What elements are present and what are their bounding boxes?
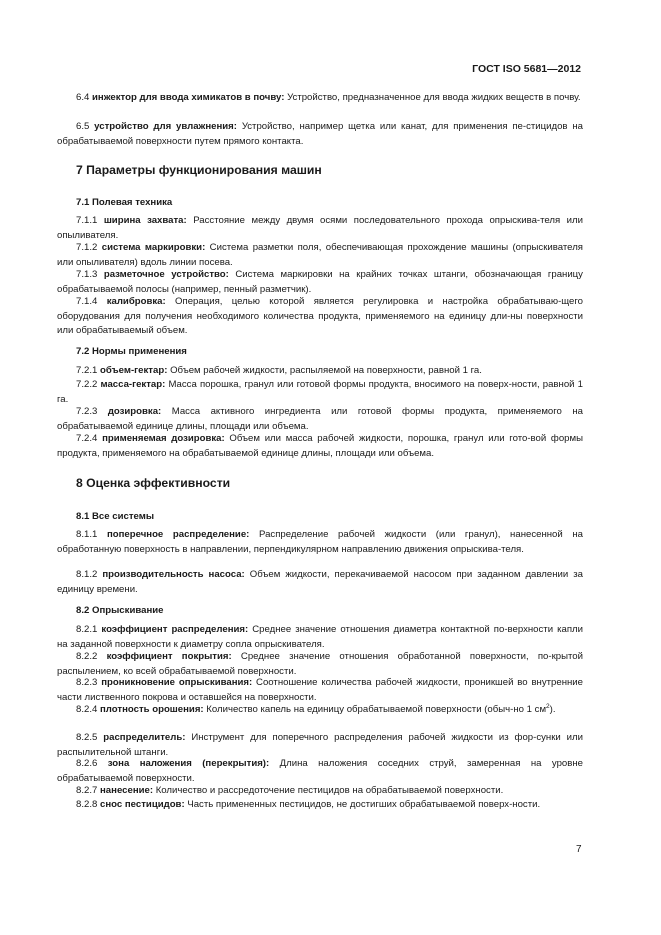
clause-7-2-1 <box>57 364 583 379</box>
clause-number: 8.2.7 <box>76 785 98 796</box>
clause-term: коэффициент покрытия: <box>106 651 232 662</box>
clause-8-1-2 <box>57 568 583 597</box>
clause-term: плотность орошения: <box>100 704 204 715</box>
clause-text: Объем или масса рабочей жидкости, порошка, гранул или гото-вой формы продукта, применяемого на обрабатываемой единице длины, площади или объема. <box>57 433 583 459</box>
clause-text: Объем жидкости, перекачиваемой насосом при заданном давлении за единицу времени. <box>57 569 583 595</box>
clause-number: 8.2.4 <box>76 704 98 715</box>
clause-number: 6.4 <box>76 92 90 103</box>
clause-text: Операция, целью которой является регулировка и настройка обрабатываю-щего оборудования для получения необходимого количества продукта, применяемого на единицу дли-ны поверхности или обрабатываемый объем. <box>57 296 584 337</box>
clause-text: Устройство, например щетка или канат, для применения пе-стицидов на обрабатываемой поверхности путем прямого контакта. <box>57 121 583 147</box>
section-8-heading: 8 Оценка эффективности <box>76 476 231 490</box>
clause-number: 7.2.4 <box>76 433 98 444</box>
clause-term: система маркировки: <box>101 242 206 253</box>
clause-number: 7.1.4 <box>76 296 98 307</box>
clause-term: объем-гектар: <box>100 365 168 376</box>
clause-text: Инструмент для поперечного распределения рабочей жидкости из фор-сунки или распылительной штанги. <box>57 732 583 758</box>
clause-number: 7.2.3 <box>76 406 98 417</box>
clause-7-1-1 <box>57 214 583 243</box>
clause-term: дозировка: <box>107 406 162 417</box>
clause-6-4 <box>57 91 583 106</box>
clause-8-1-1 <box>57 528 583 557</box>
clause-text: Соотношение количества рабочей жидкости, проникшей во внутренние части лиственного покрова и оставшейся на поверхности. <box>57 677 583 703</box>
superscript: 2 <box>546 702 550 710</box>
clause-6-5 <box>57 120 583 149</box>
clause-number: 8.2.8 <box>76 799 98 810</box>
clause-text: Распределение рабочей жидкости (или гранул), нанесенной на обработанную поверхность в направлении, перпендикулярном направлению движения опрыскива-теля. <box>57 529 583 555</box>
clause-number: 8.2.5 <box>76 732 98 743</box>
clause-number: 7.1.1 <box>76 215 98 226</box>
clause-term: устройство для увлажнения: <box>94 121 237 132</box>
clause-text: Среднее значение отношения обработанной поверхности, по-крытой распылением, ко всей обрабатываемой поверхности. <box>57 651 583 677</box>
clause-8-2-3 <box>57 676 583 705</box>
section-7-2-heading: 7.2 Нормы применения <box>76 346 187 357</box>
clause-number: 7.2.2 <box>76 379 98 390</box>
clause-8-2-6 <box>57 757 583 786</box>
clause-7-2-2 <box>57 378 583 407</box>
clause-text: Объем рабочей жидкости, распыляемой на поверхности, равной 1 га. <box>170 365 482 376</box>
clause-number: 8.2.1 <box>76 624 98 635</box>
clause-term: коэффициент распределения: <box>101 624 249 635</box>
clause-text: Устройство, предназначенное для ввода жидких веществ в почву. <box>287 92 581 103</box>
clause-text: Масса активного ингредиента или готовой формы продукта, применяемого на обрабатываемой единице длины, площади или объема. <box>57 406 583 432</box>
clause-term: распределитель: <box>103 732 186 743</box>
clause-text: Расстояние между двумя осями последовательного прохода опрыскива-теля или опыливателя. <box>57 215 583 241</box>
clause-number: 8.1.2 <box>76 569 98 580</box>
page-number: 7 <box>576 844 582 855</box>
clause-8-2-8 <box>57 798 583 813</box>
clause-text: Часть примененных пестицидов, не достигших обрабатываемой поверх-ности. <box>187 799 541 810</box>
clause-text: Количество и рассредоточение пестицидов на обрабатываемой поверхности. <box>155 785 504 796</box>
section-7-heading: 7 Параметры функционирования машин <box>76 163 322 177</box>
section-8-1-heading: 8.1 Все системы <box>76 511 155 522</box>
clause-term: инжектор для ввода химикатов в почву: <box>92 92 285 103</box>
clause-term: масса-гектар: <box>100 379 166 390</box>
clause-number: 6.5 <box>76 121 90 132</box>
clause-term: поперечное распределение: <box>106 529 250 540</box>
clause-term: применяемая дозировка: <box>102 433 225 444</box>
clause-text: Система разметки поля, обеспечивающая прохождение машины (опрыскивателя или опыливателя) вдоль линии посева. <box>57 242 583 268</box>
clause-number: 7.1.3 <box>76 269 98 280</box>
section-7-1-heading: 7.1 Полевая техника <box>76 197 173 208</box>
clause-term: ширина захвата: <box>103 215 187 226</box>
clause-text: Масса порошка, гранул или готовой формы продукта, вносимого на поверх-ности, равной 1 га. <box>57 379 583 405</box>
clause-term: производительность насоса: <box>102 569 245 580</box>
clause-term: снос пестицидов: <box>100 799 185 810</box>
clause-8-2-5 <box>57 731 583 760</box>
clause-7-2-3 <box>57 405 583 434</box>
clause-term: проникновение опрыскивания: <box>101 677 253 688</box>
clause-number: 7.2.1 <box>76 365 98 376</box>
clause-8-2-7 <box>57 784 583 799</box>
clause-8-2-1 <box>57 623 583 652</box>
clause-number: 8.2.2 <box>76 651 98 662</box>
clause-text: Система маркировки на крайних точках штанги, обозначающая границу обрабатываемой полосы (например, пенный разметчик). <box>57 269 583 295</box>
clause-term: нанесение: <box>100 785 154 796</box>
clause-text: Количество капель на единицу обрабатываемой поверхности (обыч-но 1 см <box>206 704 547 715</box>
section-8-2-heading: 8.2 Опрыскивание <box>76 605 164 616</box>
clause-term: калибровка: <box>106 296 166 307</box>
clause-text-tail: ). <box>549 704 556 715</box>
clause-number: 8.1.1 <box>76 529 98 540</box>
clause-7-1-2 <box>57 241 583 270</box>
clause-number: 8.2.3 <box>76 677 98 688</box>
clause-term: зона наложения (перекрытия): <box>107 758 270 769</box>
clause-text: Длина наложения соседних струй, замеренная на уровне обрабатываемой поверхности. <box>57 758 583 784</box>
document-header: ГОСТ ISO 5681—2012 <box>472 63 581 75</box>
clause-8-2-2 <box>57 650 583 679</box>
clause-number: 8.2.6 <box>76 758 98 769</box>
clause-7-1-3 <box>57 268 583 297</box>
clause-number: 7.1.2 <box>76 242 98 253</box>
clause-text: Среднее значение отношения диаметра контактной по-верхности капли на заданной поверхности к диаметру сопла опрыскивателя. <box>57 624 583 650</box>
clause-7-1-4 <box>57 295 583 339</box>
clause-8-2-4 <box>57 703 583 718</box>
clause-term: разметочное устройство: <box>103 269 229 280</box>
clause-7-2-4 <box>57 432 583 461</box>
